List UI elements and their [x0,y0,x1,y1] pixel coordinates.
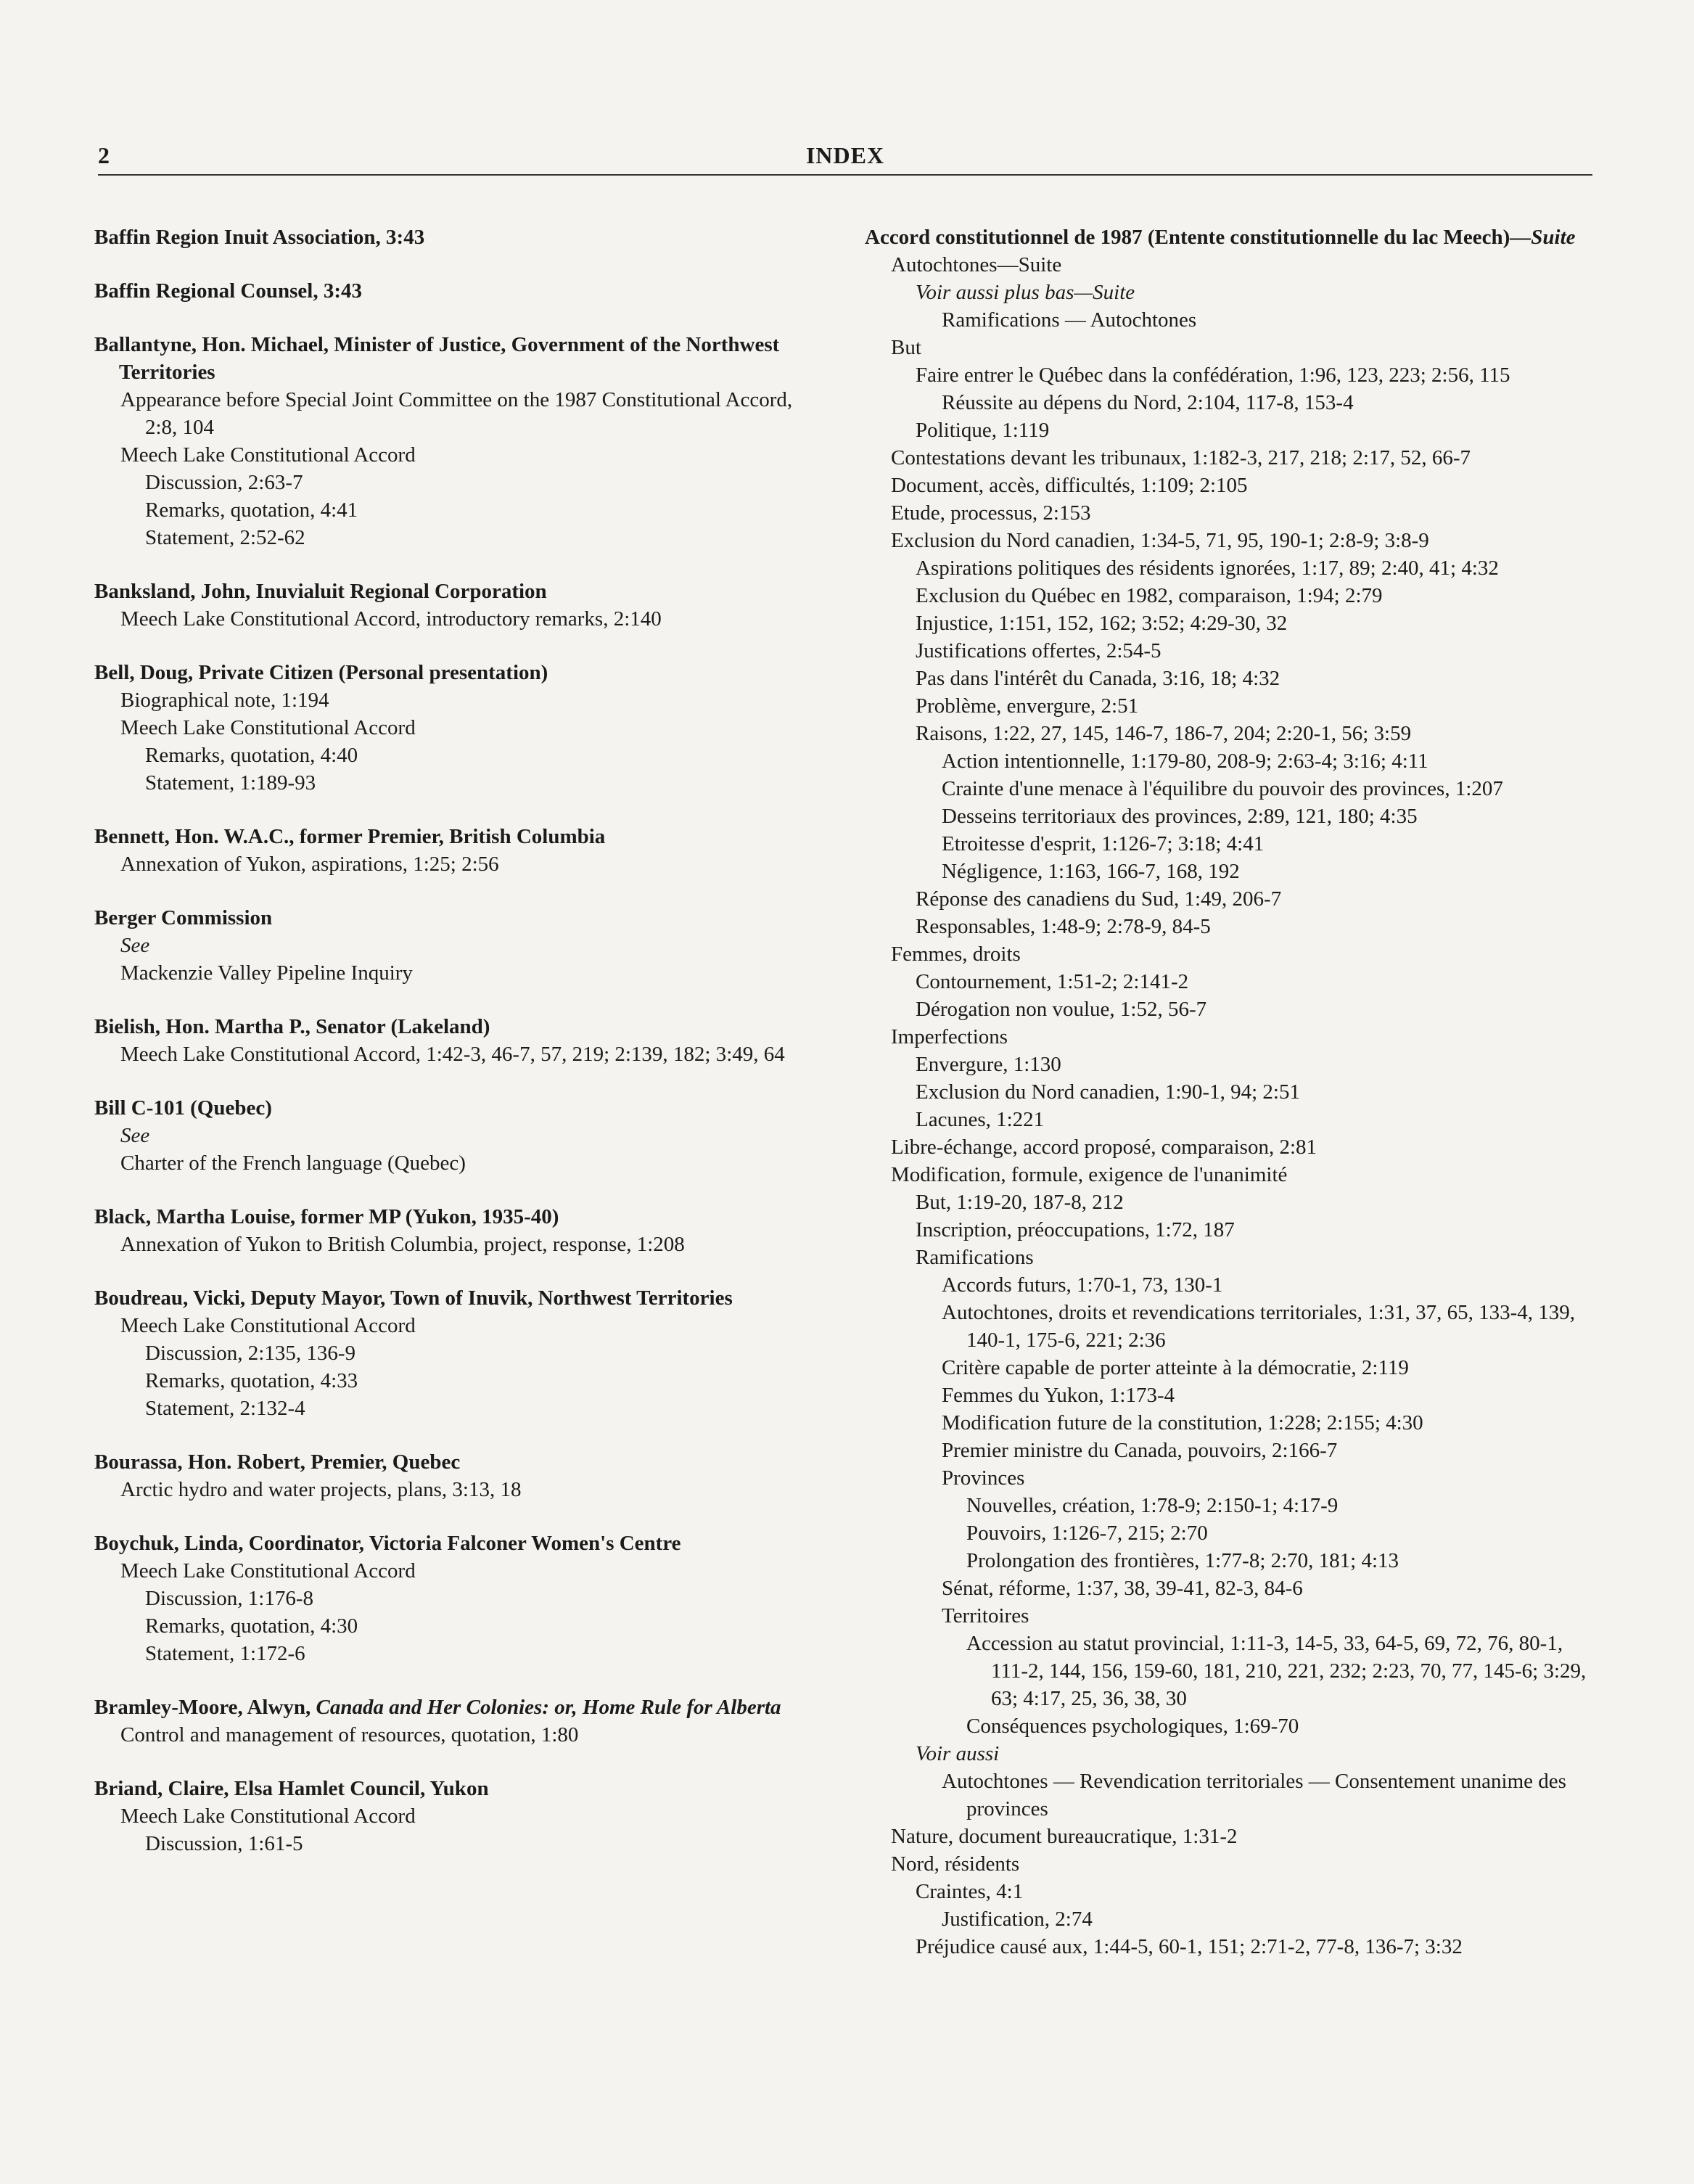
entry-subheading: Remarks, quotation, 4:41 [145,498,358,522]
entry-subheading: Discussion, 1:176-8 [145,1587,313,1610]
index-entry [94,331,820,551]
index-entry [94,578,820,633]
entry-subheading: Justifications offertes, 2:54-5 [916,639,1161,662]
entry-subheading: Annexation of Yukon to British Columbia, project, response, 1:208 [120,1233,685,1256]
entry-subheading: Responsables, 1:48-9; 2:78-9, 84-5 [916,915,1211,938]
entry-subheading: Ramifications — Autochtones [942,308,1197,332]
entry-subheading: Meech Lake Constitutional Accord [120,1314,416,1337]
continued-heading-title: Accord constitutionnel de 1987 (Entente constitutionnelle du lac Meech) [865,226,1510,249]
entry-subheading: Inscription, préoccupations, 1:72, 187 [916,1218,1235,1241]
entry-subheading: Contournement, 1:51-2; 2:141-2 [916,970,1189,993]
entry-heading-text: Baffin Regional Counsel, 3:43 [94,279,362,303]
entry-subheading: Crainte d'une menace à l'équilibre du pouvoir des provinces, 1:207 [942,777,1503,800]
entry-subheading: Annexation of Yukon, aspirations, 1:25; 2:56 [120,853,499,876]
entry-heading-text: Bennett, Hon. W.A.C., former Premier, British Columbia [94,825,606,848]
running-title: INDEX [805,142,885,168]
entry-subheading: Discussion, 2:135, 136-9 [145,1342,355,1365]
entry-subheading: Document, accès, difficultés, 1:109; 2:105 [891,474,1248,497]
right-column [865,223,1592,1961]
index-entry [94,1530,820,1667]
entry-subheading: Justification, 2:74 [942,1908,1093,1931]
index-entry [94,277,820,305]
entry-heading [94,1448,820,1476]
entry-heading-text: Ballantyne, Hon. Michael, Minister of Justice, Government of the Northwest Territories [94,333,780,384]
entry-subheading: Faire entrer le Québec dans la confédération, 1:96, 123, 223; 2:56, 115 [916,364,1510,387]
entry-subheading: Meech Lake Constitutional Accord [120,443,416,467]
entry-subheading: Meech Lake Constitutional Accord [120,1559,416,1582]
entry-subheading: Action intentionnelle, 1:179-80, 208-9; 2:63-4; 3:16; 4:11 [942,750,1428,773]
entry-subheading: Discussion, 2:63-7 [145,471,303,494]
entry-subheading: Meech Lake Constitutional Accord [120,1805,416,1828]
entry-subheading: Nord, résidents [891,1852,1020,1876]
entry-heading [94,1013,820,1040]
index-entry [94,1284,820,1422]
entry-subheading: Pas dans l'intérêt du Canada, 3:16, 18; 4:32 [916,667,1280,690]
entry-subheading: Autochtones, droits et revendications territoriales, 1:31, 37, 65, 133-4, 139, 140-1, 175-6, 221; 2:36 [942,1301,1576,1352]
entry-subheading: Injustice, 1:151, 152, 162; 3:52; 4:29-30, 32 [916,612,1288,635]
page-header [98,142,1592,176]
entry-subheading: Territoires [942,1604,1029,1627]
entry-heading-title-italic: Canada and Her Colonies: or, Home Rule for Alberta [316,1696,781,1719]
entry-heading [94,578,820,605]
entry-subheading: Arctic hydro and water projects, plans, 3:13, 18 [120,1478,522,1501]
entry-heading [94,1094,820,1122]
entry-subheading: Mackenzie Valley Pipeline Inquiry [120,961,413,985]
entry-subheading: Libre-échange, accord proposé, comparaison, 2:81 [891,1136,1317,1159]
entry-subheading: Autochtones—Suite [891,253,1062,276]
entry-heading-text: Bill C-101 (Quebec) [94,1096,272,1120]
entry-heading [94,823,820,850]
index-entry [94,1694,820,1749]
entry-subheading: Politique, 1:119 [916,419,1050,442]
entry-subheading: Exclusion du Nord canadien, 1:34-5, 71, 95, 190-1; 2:8-9; 3:8-9 [891,529,1429,552]
entry-heading [94,223,820,251]
continued-heading [865,223,1592,251]
entry-subheading: Premier ministre du Canada, pouvoirs, 2:166-7 [942,1439,1338,1462]
entry-subheading: Remarks, quotation, 4:33 [145,1369,358,1392]
entry-heading-text: Bourassa, Hon. Robert, Premier, Quebec [94,1450,461,1474]
entry-subheading: Négligence, 1:163, 166-7, 168, 192 [942,860,1240,883]
entry-subheading: Problème, envergure, 2:51 [916,694,1139,718]
entry-heading-text: Black, Martha Louise, former MP (Yukon, 1935-40) [94,1205,559,1228]
left-column [94,223,820,1884]
entry-subheading: Charter of the French language (Quebec) [120,1151,466,1175]
entry-subheading: Voir aussi plus bas—Suite [916,281,1135,304]
entry-heading [94,1284,820,1312]
entry-heading-text: Bielish, Hon. Martha P., Senator (Lakeland) [94,1015,490,1038]
entry-subheading: Critère capable de porter atteinte à la démocratie, 2:119 [942,1356,1409,1379]
entry-subheading: Accession au statut provincial, 1:11-3, 14-5, 33, 64-5, 69, 72, 76, 80-1, 111-2, 144, 156, 159-60, 181, 210, 221, 232; 2:23, 70, 77, 145-6; 3:29, 63; 4:17, 25, 36, 38, 30 [966,1632,1587,1710]
index-entry [94,823,820,878]
entry-subheading: Exclusion du Québec en 1982, comparaison, 1:94; 2:79 [916,584,1383,607]
entry-subheading: Femmes, droits [891,943,1021,966]
entry-subheading: Lacunes, 1:221 [916,1108,1045,1131]
index-entry [94,1094,820,1177]
entry-heading-text: Boychuk, Linda, Coordinator, Victoria Falconer Women's Centre [94,1532,681,1555]
entry-subheading: Control and management of resources, quotation, 1:80 [120,1723,579,1746]
entry-heading-text: Banksland, John, Inuvialuit Regional Corporation [94,580,547,603]
entry-subheading: See [120,1124,150,1147]
entry-subheading: Sénat, réforme, 1:37, 38, 39-41, 82-3, 84-6 [942,1577,1303,1600]
entry-heading [94,659,820,686]
entry-subheading: Remarks, quotation, 4:30 [145,1614,358,1638]
entry-subheading: Statement, 1:172-6 [145,1642,305,1665]
entry-subheading: Meech Lake Constitutional Accord [120,716,416,739]
index-entry [94,904,820,987]
index-entry [94,1203,820,1258]
entry-subheading: Envergure, 1:130 [916,1053,1061,1076]
entry-subheading: Provinces [942,1466,1025,1490]
entry-subheading: Contestations devant les tribunaux, 1:182-3, 217, 218; 2:17, 52, 66-7 [891,446,1471,469]
entry-heading-text: Briand, Claire, Elsa Hamlet Council, Yukon [94,1777,489,1800]
entry-subheading: Discussion, 1:61-5 [145,1832,303,1855]
entry-subheading: Modification, formule, exigence de l'unanimité [891,1163,1288,1186]
entry-subheading: Voir aussi [916,1742,1000,1765]
entry-heading-text: Berger Commission [94,906,273,929]
entry-subheading: Nature, document bureaucratique, 1:31-2 [891,1825,1238,1848]
entry-subheading: But, 1:19-20, 187-8, 212 [916,1191,1124,1214]
entry-subheading: But [891,336,921,359]
entry-subheading: Desseins territoriaux des provinces, 2:89, 121, 180; 4:35 [942,805,1418,828]
entry-subheading: Aspirations politiques des résidents ignorées, 1:17, 89; 2:40, 41; 4:32 [916,557,1499,580]
entry-subheading: Statement, 2:132-4 [145,1397,305,1420]
entry-subheading: Préjudice causé aux, 1:44-5, 60-1, 151; 2:71-2, 77-8, 136-7; 3:32 [916,1935,1463,1958]
index-entry [94,1448,820,1503]
entry-heading-text: Bell, Doug, Private Citizen (Personal presentation) [94,661,548,684]
entry-heading-text: Bramley-Moore, Alwyn, [94,1696,316,1719]
entry-subheading: Accords futurs, 1:70-1, 73, 130-1 [942,1273,1223,1297]
index-entry [94,659,820,797]
entry-subheading: Etude, processus, 2:153 [891,501,1091,525]
entry-subheading: Réponse des canadiens du Sud, 1:49, 206-7 [916,887,1282,911]
entry-subheading: Exclusion du Nord canadien, 1:90-1, 94; 2:51 [916,1080,1300,1104]
entry-subheading: Autochtones — Revendication territoriales — Consentement unanime des provinces [942,1770,1566,1820]
entry-subheading: Nouvelles, création, 1:78-9; 2:150-1; 4:17-9 [966,1494,1339,1517]
entry-heading [94,904,820,932]
entry-subheading: Etroitesse d'esprit, 1:126-7; 3:18; 4:41 [942,832,1265,855]
entry-heading [94,1694,820,1721]
entry-subheading: Dérogation non voulue, 1:52, 56-7 [916,998,1207,1021]
continued-heading-suite: —Suite [1510,226,1576,249]
entry-subheading: Prolongation des frontières, 1:77-8; 2:70, 181; 4:13 [966,1549,1399,1572]
entry-heading [94,277,820,305]
entry-subheading: See [120,934,150,957]
entry-heading-text: Baffin Region Inuit Association, 3:43 [94,226,425,249]
entry-subheading: Ramifications [916,1246,1034,1269]
entry-subheading: Remarks, quotation, 4:40 [145,744,358,767]
index-entry [94,1013,820,1068]
page-number: 2 [98,142,110,168]
entry-heading [94,1775,820,1802]
entry-heading [94,331,820,386]
index-entry [94,1775,820,1857]
entry-heading-text: Boudreau, Vicki, Deputy Mayor, Town of Inuvik, Northwest Territories [94,1286,733,1310]
entry-subheading: Meech Lake Constitutional Accord, introductory remarks, 2:140 [120,607,662,631]
index-entry [94,223,820,251]
entry-subheading: Statement, 2:52-62 [145,526,305,549]
entry-subheading: Raisons, 1:22, 27, 145, 146-7, 186-7, 204; 2:20-1, 56; 3:59 [916,722,1412,745]
entry-heading [94,1530,820,1557]
entry-subheading: Appearance before Special Joint Committee on the 1987 Constitutional Accord, 2:8, 104 [120,388,793,439]
entry-subheading: Imperfections [891,1025,1008,1048]
entry-subheading: Modification future de la constitution, 1:228; 2:155; 4:30 [942,1411,1423,1434]
entry-subheading: Pouvoirs, 1:126-7, 215; 2:70 [966,1522,1208,1545]
entry-subheading: Meech Lake Constitutional Accord, 1:42-3, 46-7, 57, 219; 2:139, 182; 3:49, 64 [120,1043,785,1066]
entry-subheading: Conséquences psychologiques, 1:69-70 [966,1715,1299,1738]
entry-subheading: Réussite au dépens du Nord, 2:104, 117-8, 153-4 [942,391,1354,414]
entry-subheading: Statement, 1:189-93 [145,771,316,795]
entry-subheading: Femmes du Yukon, 1:173-4 [942,1384,1175,1407]
entry-subheading: Craintes, 4:1 [916,1880,1024,1903]
entry-heading [94,1203,820,1231]
entry-subheading: Biographical note, 1:194 [120,689,329,712]
